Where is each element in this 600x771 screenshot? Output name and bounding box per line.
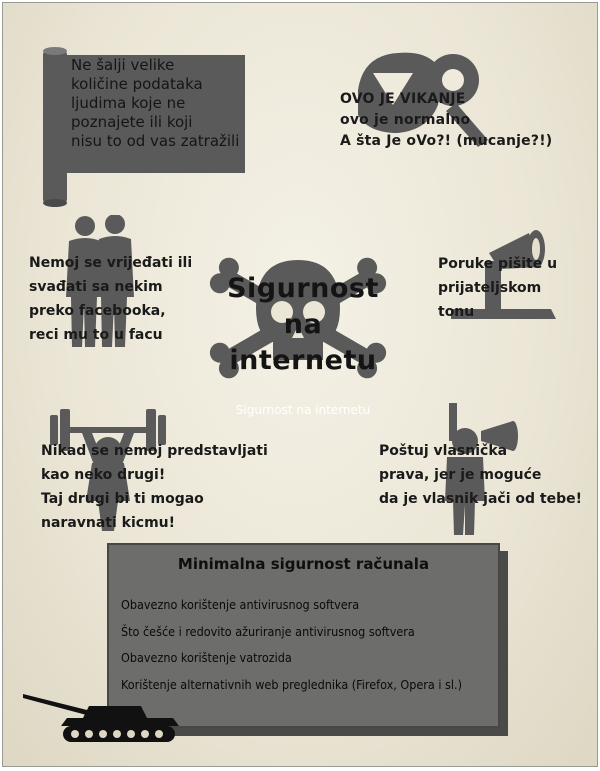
tip-no-quarrel: Nemoj se vrijeđati ili svađati sa nekim preko facebooka, reci mu to u facu <box>29 255 193 343</box>
security-list <box>121 592 462 698</box>
page-subtitle: Sigurnost na internetu <box>235 403 371 417</box>
infographic-poster <box>2 2 598 767</box>
tip-friendly-tone: Poruke pišite u prijateljskom tonu <box>438 256 558 320</box>
tip-shouting: OVO JE VIKANJE ovo je normalno A šta Je oVo?! (mucanje?!) <box>340 91 553 149</box>
list-item: Obavezno korištenje antivirusnog softvera <box>121 597 360 612</box>
tip-no-pretending: Nikad se nemoj predstavljati kao neko drugi! Taj drugi bi ti mogao naravnati kicmu! <box>41 443 268 531</box>
tank-icon <box>23 688 183 748</box>
tip-data-limit: Ne šalji velike količine podataka ljudima koje ne poznajete ili koji nisu to od vas zatražili <box>71 56 240 150</box>
list-item: Korištenje alternativnih web preglednika (Firefox, Opera i sl.) <box>121 676 463 692</box>
security-box-title: Minimalna sigurnost računala <box>177 555 430 573</box>
page-title: Sigurnost na internetu <box>227 273 379 376</box>
list-item: Što češće i redovito ažuriranje antivirusnog softvera <box>121 623 415 639</box>
list-item: Obavezno korištenje vatrozida <box>121 650 292 665</box>
tip-copyright: Poštuj vlasnička prava, jer je moguće da je vlasnik jači od tebe! <box>379 443 582 507</box>
